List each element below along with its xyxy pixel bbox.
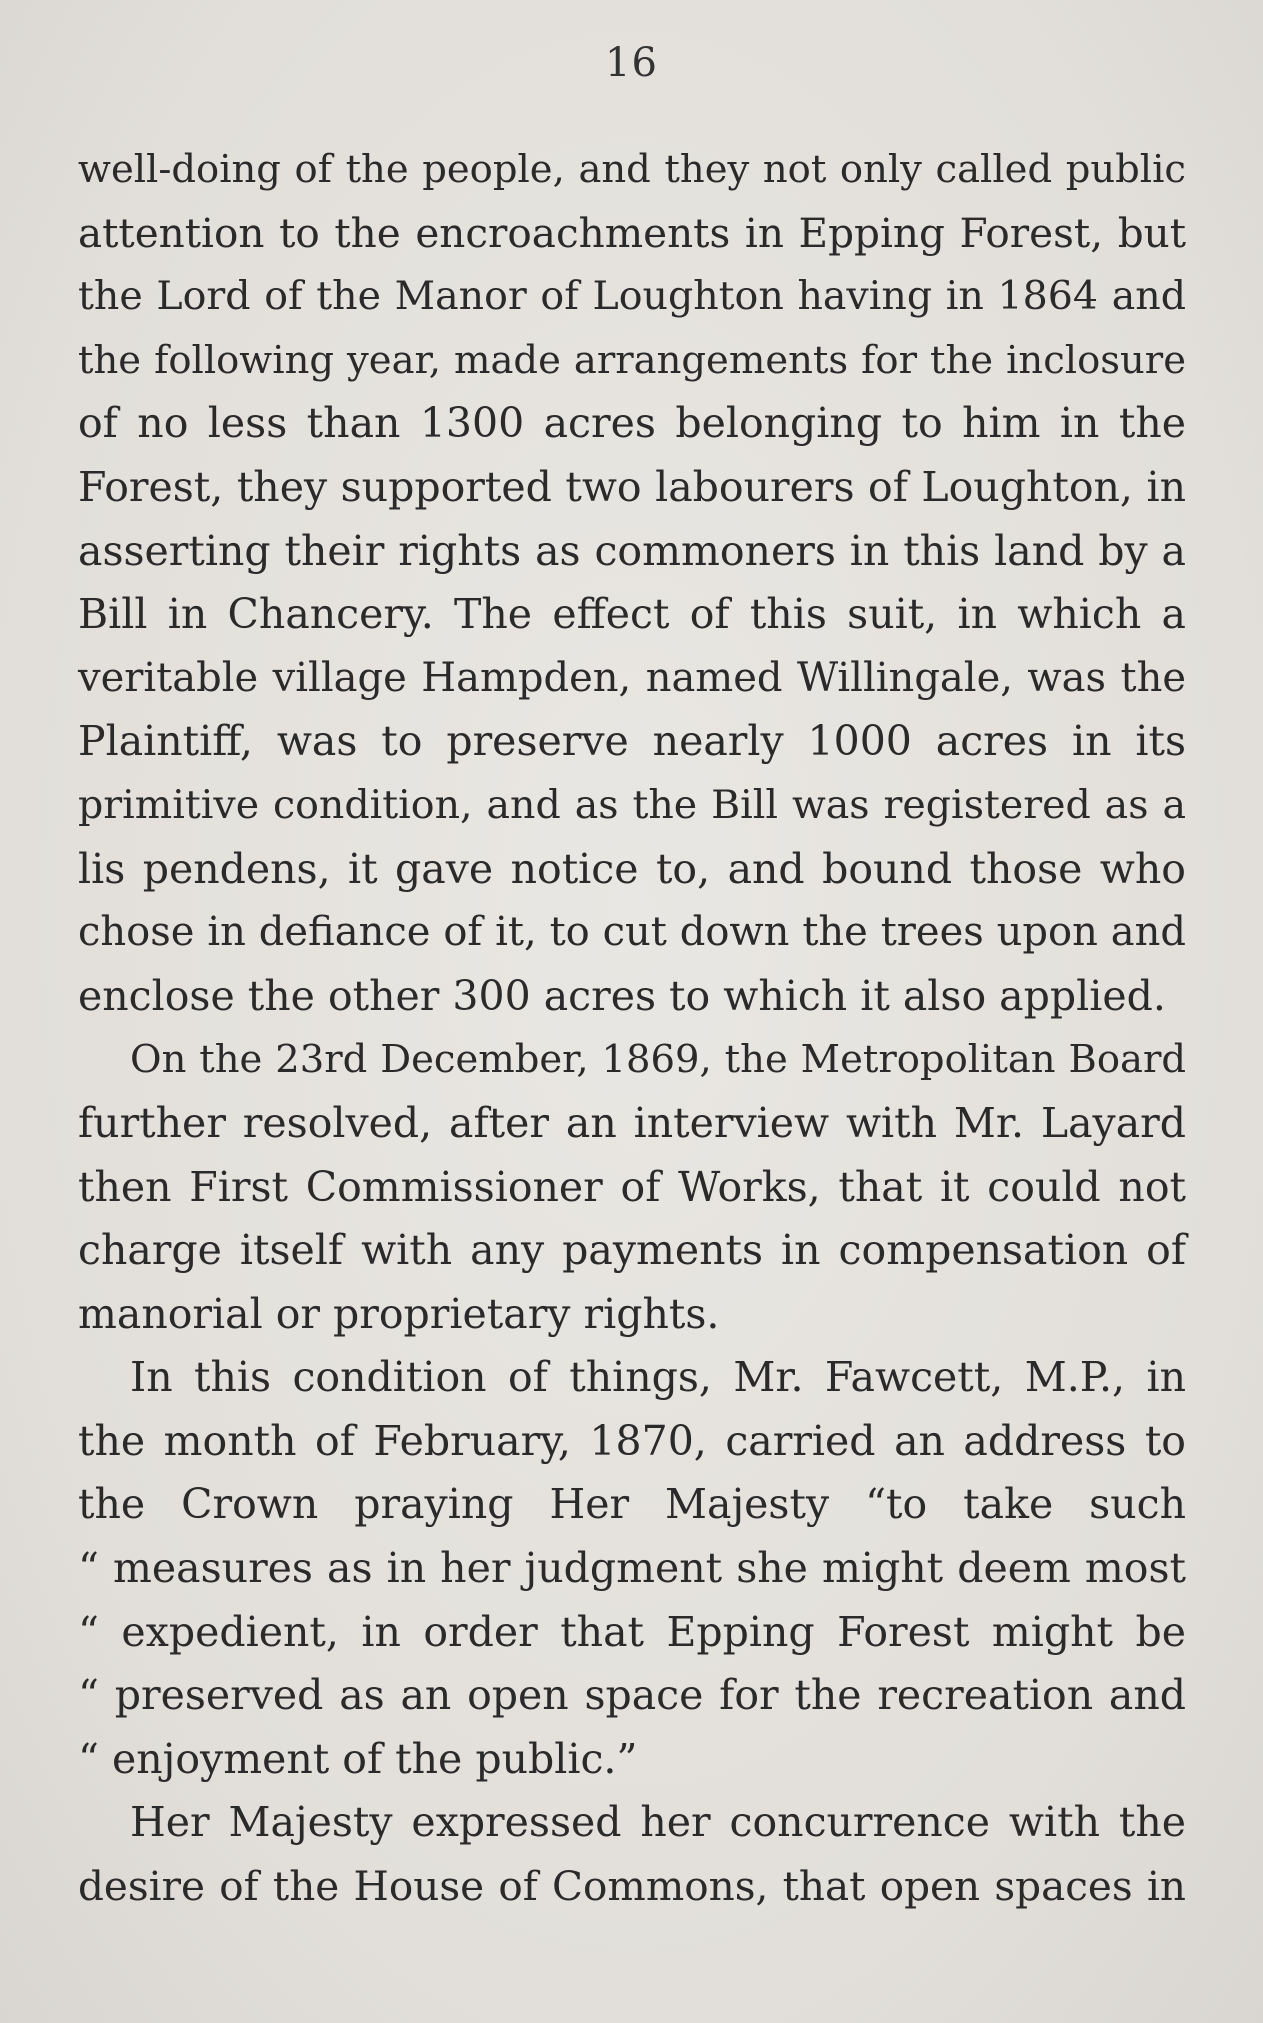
text-line: of no less than 1300 acres belonging to him in the	[78, 399, 1186, 448]
text-line: “ preserved as an open space for the recreation and	[78, 1671, 1186, 1720]
text-line: asserting their rights as commoners in this land by a	[78, 526, 1186, 575]
text-line: further resolved, after an interview with Mr. Layard	[78, 1098, 1186, 1147]
text-line: “ enjoyment of the public.”	[78, 1734, 638, 1783]
body-text	[78, 138, 1186, 1919]
text-line: Plaintiff, was to preserve nearly 1000 acres in its	[78, 717, 1186, 766]
text-line: veritable village Hampden, named Willingale, was the	[78, 654, 1186, 701]
text-line: the Crown praying Her Majesty “to take such	[78, 1480, 1186, 1529]
text-line: In this condition of things, Mr. Fawcett, M.P., in	[130, 1353, 1186, 1402]
text-line: primitive condition, and as the Bill was registered as a	[78, 781, 1186, 828]
text-line: enclose the other 300 acres to which it also applied.	[78, 971, 1166, 1020]
text-line: attention to the encroachments in Epping Forest, but	[78, 208, 1186, 257]
text-line: charge itself with any payments in compensation of	[78, 1226, 1186, 1275]
text-line: On the 23rd December, 1869, the Metropolitan Board	[130, 1037, 1186, 1083]
text-line: Forest, they supported two labourers of Loughton, in	[78, 462, 1186, 511]
text-line: Bill in Chancery. The effect of this suit, in which a	[78, 590, 1186, 639]
page-number: 16	[605, 40, 658, 86]
text-line: Her Majesty expressed her concurrence with the	[130, 1798, 1186, 1847]
text-line: well-doing of the people, and they not only called public	[78, 147, 1186, 192]
text-line: lis pendens, it gave notice to, and bound those who	[78, 844, 1186, 893]
text-line: “ expedient, in order that Epping Forest might be	[78, 1607, 1186, 1656]
text-line: the Lord of the Manor of Loughton having in 1864 and	[78, 273, 1186, 320]
text-line: the following year, made arrangements for the inclosure	[78, 337, 1186, 383]
text-line: “ measures as in her judgment she might deem most	[78, 1544, 1186, 1593]
text-line: desire of the House of Commons, that open spaces in	[78, 1862, 1186, 1911]
text-line: then First Commissioner of Works, that it could not	[78, 1162, 1186, 1211]
text-line: chose in defiance of it, to cut down the trees upon and	[78, 909, 1186, 956]
text-line: the month of February, 1870, carried an address to	[78, 1416, 1186, 1465]
text-line: manorial or proprietary rights.	[78, 1289, 720, 1338]
